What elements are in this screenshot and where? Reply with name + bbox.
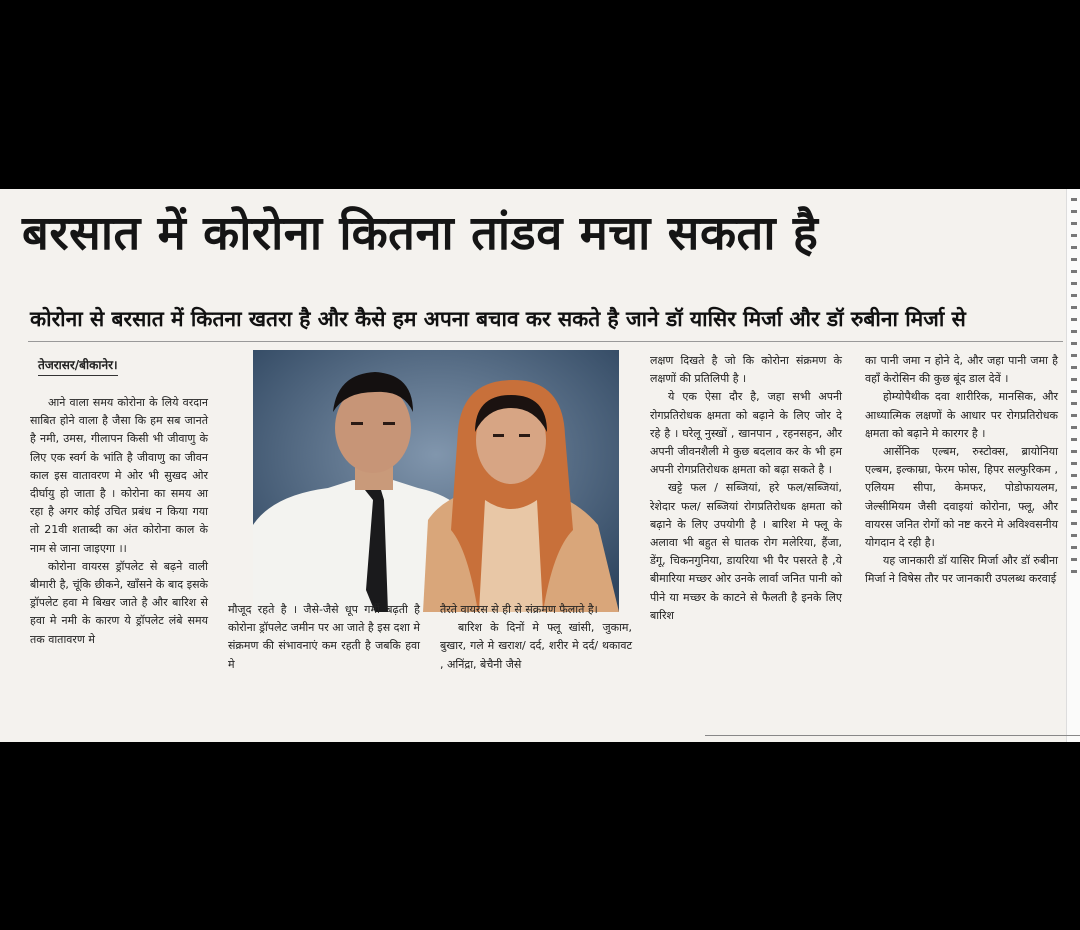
paragraph: खट्टे फल / सब्जियां, हरे फल/सब्जियां, रेशेदार फल/ सब्जियां रोगप्रतिरोधक क्षमता को बढ़ाने के लिए उपयोगी है । बारिश मे फ्लू के अलावा भी बहुत से घातक रोग मलेरिया, हैंजा, डेंगू, चिकनगुनिया, डायरिया भी पैर पसरते है ,ये बीमारिया मच्छर ओर उनके लार्वा जनित पानी को पीने या मच्छर के काटने से फैलती है इनके लिए बारिश — [650, 481, 842, 622]
subheadline: कोरोना से बरसात में कितना खतरा है और कैसे हम अपना बचाव कर सकते है जाने डॉ यासिर मिर्जा और डॉ रुबीना मिर्जा से — [30, 307, 966, 331]
article-column-1 — [30, 394, 208, 649]
doctors-photo — [253, 350, 619, 612]
divider — [28, 341, 1063, 342]
paragraph: का पानी जमा न होने दे, और जहा पानी जमा है वहाँ केरोसिन की कुछ बूंद डाल देवें । — [865, 354, 1058, 386]
divider — [705, 735, 1080, 736]
cut-off-text-fragments — [210, 737, 470, 742]
paragraph: लक्षण दिखते है जो कि कोरोना संक्रमण के लक्षणों की प्रतिलिपी है । — [650, 354, 842, 386]
paragraph: यह जानकारी डॉ यासिर मिर्जा और डॉ रुबीना मिर्जा ने विषेस तौर पर जानकारी उपलब्ध करवाई — [865, 554, 1058, 586]
paragraph: तैरते वायरस से ही से संक्रमण फैलाते है। — [440, 603, 598, 616]
article-column-3 — [440, 601, 632, 674]
doctors-photo-illustration — [253, 350, 619, 612]
paragraph: मौजूद रहते है । जैसे-जैसे धूप गर्मी बढ़ती है कोरोना ड्रॉपलेट जमीन पर आ जाते है इस दशा मे संक्रमण की संभावनाएं कम रहती है जबकि हवा मे — [228, 603, 420, 671]
adjacent-column-edge — [1066, 189, 1080, 742]
paragraph: बारिश के दिनों मे फ्लू खांसी, जुकाम, बुखार, गले मे खराश/ दर्द, शरीर मे दर्द/ थकावट , अनिंद्रा, बेचैनी जैसे — [440, 621, 632, 671]
headline: बरसात में कोरोना कितना तांडव मचा सकता है — [22, 206, 819, 261]
article-column-2 — [228, 601, 420, 674]
paragraph: ये एक ऐसा दौर है, जहा सभी अपनी रोगप्रतिरोधक क्षमता को बढ़ाने के लिए जोर दे रहे है । घरेलू नुस्खों , खानपान , रहनसहन, और अपनी जीवनशैली मे कुछ बदलाव कर के भी हम अपनी रोगप्रतिरोधक क्षमता को बढ़ा सकते है । — [650, 390, 842, 477]
article-column-4 — [650, 352, 842, 625]
paragraph: आने वाला समय कोरोना के लिये वरदान साबित होने वाला है जैसा कि हम सब जानते है नमी, उमस, गीलापन किसी भी जीवाणु के लिए एक स्वर्ग के भांति है जीवाणु का जीवन काल इस वातावरण मे ओर भी सुखद ओर दीर्घायु हो जाता है । कोरोना का समय आ रहा है अगर कोई उचित प्रबंध न किया गया तो 21वी शताब्दी का अंत कोरोना काल के नाम से जाना जाइएगा ।। — [30, 396, 208, 555]
dateline: तेजरासर/बीकानेर। — [38, 356, 118, 376]
paragraph: कोरोना वायरस ड्रॉपलेट से बढ़ने वाली बीमारी है, चूंकि छीकने, खाँसने के बाद इसके ड्रॉपलेट हवा मे बिखर जाते है और बारिश से हवा मे नमी के कारण ये ड्रॉपलेट लंबे समय तक वातावरण मे — [30, 559, 208, 646]
newspaper-clipping — [0, 189, 1080, 742]
paragraph: होम्योपैथीक दवा शारीरिक, मानसिक, और आध्यात्मिक लक्षणों के आधार पर रोगप्रतिरोधक क्षमता को बढ़ाने मे कारगर है । — [865, 390, 1058, 440]
paragraph: आर्सेनिक एल्बम, रुस्टोक्स, ब्रायोनिया एल्बम, इल्काम्रा, फेरम फोस, हिपर सल्फुरिकम , एलियम सीपा, केमफर, पोडोफायलम, जेल्सीमियम जैसी दवाइयां कोरोना, फ्लू, और वायरस जनित रोगों को नष्ट करने मे अविश्वसनीय योगदान दे रही है। — [865, 445, 1058, 550]
article-column-5 — [865, 352, 1058, 589]
